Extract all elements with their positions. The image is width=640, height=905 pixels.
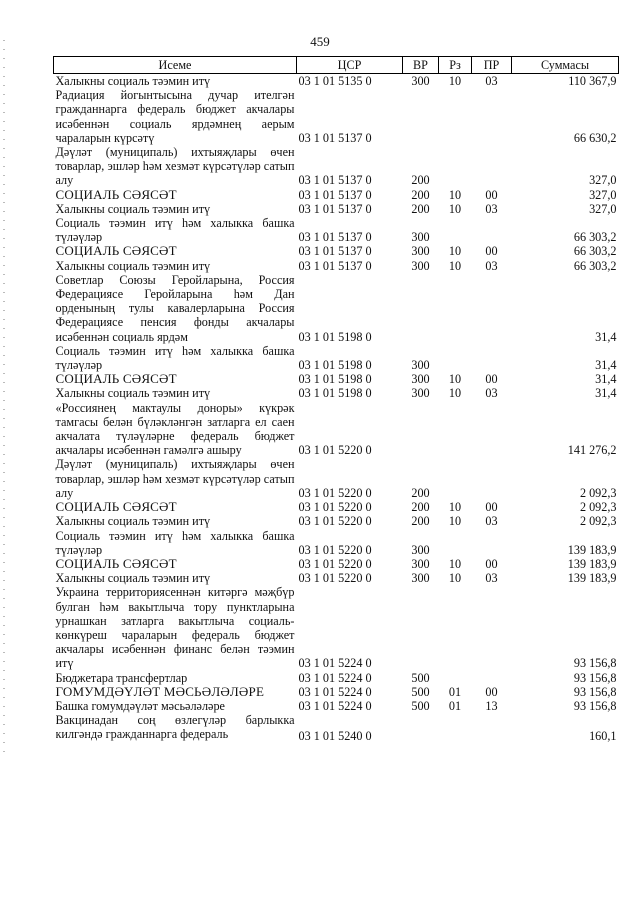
cell-pr: 03: [485, 386, 498, 401]
cell-name: Советлар Союзы Геройларына, Россия Федерациясе Геройларына һәм Дан орденының тулы кавалерларына Россия Федерациясе пенсия фонды акчалары исәбеннән социаль ярдәм: [55, 272, 295, 344]
cell-rz: [439, 344, 472, 372]
cell-pr: [472, 529, 512, 557]
cell-pr: 13: [485, 698, 498, 713]
cell-csr: 03 1 01 5220 0: [298, 571, 372, 586]
cell-rz: 10: [448, 372, 462, 387]
cell-csr: 03 1 01 5224 0: [298, 684, 372, 699]
cell-csr: 03 1 01 5240 0: [298, 728, 372, 743]
cell-rz: [439, 585, 472, 670]
cell-sum: 110 367,9: [568, 74, 617, 88]
table-row: [54, 671, 619, 685]
cell-rz: [439, 145, 472, 188]
table-row: [54, 529, 619, 557]
cell-name: [54, 713, 297, 743]
table-row: [54, 500, 619, 514]
table-row: [54, 202, 619, 216]
cell-sum: 66 303,2: [573, 258, 617, 273]
table-row: [54, 259, 619, 273]
cell-csr: 03 1 01 5137 0: [298, 187, 372, 202]
cell-rz: 10: [448, 244, 462, 259]
cell-vr: 200: [411, 500, 430, 515]
cell-pr: 00: [485, 500, 498, 515]
cell-sum: 93 156,8: [573, 670, 617, 685]
cell-vr: [403, 585, 439, 670]
cell-csr: 03 1 01 5137 0: [298, 130, 372, 145]
cell-rz: 10: [448, 571, 462, 586]
header-csr: ЦСР: [297, 57, 403, 74]
cell-vr: 500: [411, 698, 430, 713]
cell-vr: 200: [411, 201, 430, 216]
cell-csr: 03 1 01 5220 0: [298, 500, 372, 515]
cell-vr: 200: [411, 187, 430, 202]
cell-pr: 03: [485, 201, 498, 216]
cell-rz: 10: [448, 556, 462, 571]
header-pr: ПР: [472, 57, 512, 74]
cell-vr: 300: [411, 372, 430, 387]
cell-rz: [439, 273, 472, 344]
cell-csr: 03 1 01 5198 0: [298, 358, 372, 373]
table-row: [54, 401, 619, 458]
cell-vr: 300: [411, 542, 430, 557]
cell-pr: 03: [485, 571, 498, 586]
cell-csr: 03 1 01 5220 0: [298, 443, 372, 458]
cell-csr: 03 1 01 5137 0: [298, 201, 372, 216]
cell-vr: 200: [411, 514, 430, 529]
cell-sum: 31,4: [595, 329, 617, 344]
table-row: [54, 514, 619, 528]
cell-vr: 300: [411, 74, 430, 88]
cell-vr: 300: [411, 571, 430, 586]
cell-pr: [472, 713, 512, 743]
cell-name: Бюджетара трансфертлар: [55, 670, 188, 685]
cell-name: «Россиянең мактаулы доноры» күкрәк тамгасы белән бүләкләнгән затларга ел саен акчалата түләүләрне федераль бюджет акчалары исәбеннән гамәлгә ашыру: [55, 400, 295, 458]
cell-name: Халыкны социаль тәэмин итү: [55, 74, 211, 88]
cell-rz: [439, 671, 472, 685]
table-row: [54, 88, 619, 145]
cell-rz: [439, 529, 472, 557]
header-name: Исеме: [54, 57, 297, 74]
table-header-row: [54, 57, 619, 74]
header-vr: ВР: [403, 57, 439, 74]
page-number: 459: [310, 34, 330, 49]
cell-sum: 31,4: [595, 372, 617, 387]
cell-rz: 10: [448, 74, 462, 88]
cell-sum: 66 303,2: [573, 244, 617, 259]
cell-sum: 66 630,2: [573, 130, 617, 145]
cell-sum: 2 092,3: [579, 514, 617, 529]
cell-vr: 500: [411, 684, 430, 699]
cell-name: ГОМУМДӘҮЛӘТ МӘСЬӘЛӘЛӘРЕ: [55, 683, 265, 699]
cell-rz: [439, 401, 472, 458]
cell-csr: 03 1 01 5224 0: [298, 656, 372, 671]
cell-csr: 03 1 01 5135 0: [298, 74, 372, 88]
table-row: [54, 188, 619, 202]
cell-csr: 03 1 01 5137 0: [298, 244, 372, 259]
cell-rz: 01: [448, 684, 462, 699]
cell-vr: 300: [411, 386, 430, 401]
cell-sum: 139 183,9: [567, 542, 617, 557]
cell-csr: 03 1 01 5224 0: [298, 670, 372, 685]
cell-sum: 141 276,2: [567, 443, 617, 458]
cell-sum: 139 183,9: [567, 571, 617, 586]
cell-pr: 00: [485, 556, 498, 571]
cell-pr: 03: [485, 74, 498, 88]
cell-name: Социаль тәэмин итү һәм халыкка башка түләүләр: [55, 528, 295, 557]
cell-sum: 93 156,8: [573, 698, 617, 713]
cell-vr: [403, 273, 439, 344]
cell-pr: [472, 273, 512, 344]
cell-pr: [472, 457, 512, 500]
table-row: [54, 685, 619, 699]
cell-sum: 327,0: [589, 201, 617, 216]
cell-sum: 327,0: [589, 187, 617, 202]
cell-pr: [472, 88, 512, 145]
table-row: [54, 713, 619, 743]
cell-csr: 03 1 01 5224 0: [298, 698, 372, 713]
cell-rz: [439, 713, 472, 743]
cell-pr: 03: [485, 258, 498, 273]
cell-csr: 03 1 01 5220 0: [298, 542, 372, 557]
cell-pr: [472, 671, 512, 685]
table-row: [54, 74, 619, 89]
cell-sum: 31,4: [595, 358, 617, 373]
cell-rz: 10: [448, 201, 462, 216]
cell-sum: 139 183,9: [567, 556, 617, 571]
cell-sum: 2 092,3: [579, 485, 617, 500]
cell-pr: [472, 401, 512, 458]
cell-vr: 300: [411, 230, 430, 245]
cell-vr: 300: [411, 258, 430, 273]
cell-sum: 2 092,3: [579, 500, 617, 515]
table-row: [54, 557, 619, 571]
cell-pr: [472, 344, 512, 372]
cell-name: СОЦИАЛЬ СӘЯСӘТ: [55, 555, 177, 571]
cell-name: СОЦИАЛЬ СӘЯСӘТ: [55, 243, 177, 259]
cell-vr: 300: [411, 556, 430, 571]
cell-csr: 03 1 01 5137 0: [298, 230, 372, 245]
table-row: [54, 699, 619, 713]
cell-csr: 03 1 01 5137 0: [298, 173, 372, 188]
cell-csr: 03 1 01 5198 0: [298, 329, 372, 344]
cell-name: Халыкны социаль тәэмин итү: [55, 386, 211, 401]
table-row: [54, 372, 619, 386]
table-row: [54, 216, 619, 244]
cell-sum: 327,0: [589, 173, 617, 188]
cell-name: Украина территориясеннән китәргә мәҗбүр булган һәм вакытлыча тору пунктларына урнашкан затларга вакытлыча социаль-көнкүреш чараларын федераль бюджет акчалары исәбеннән финанс белән тәэмин итү: [55, 585, 295, 671]
cell-sum: 31,4: [595, 386, 617, 401]
cell-pr: 00: [485, 684, 498, 699]
budget-table: [53, 56, 619, 743]
table-row: [54, 244, 619, 258]
cell-rz: 10: [448, 514, 462, 529]
cell-pr: 03: [485, 514, 498, 529]
cell-rz: [439, 457, 472, 500]
header-sum: Суммасы: [512, 57, 619, 74]
cell-pr: 00: [485, 372, 498, 387]
cell-rz: 01: [448, 698, 462, 713]
cell-name: Халыкны социаль тәэмин итү: [55, 571, 211, 586]
table-row: [54, 386, 619, 400]
cell-name: СОЦИАЛЬ СӘЯСӘТ: [55, 186, 177, 202]
cell-sum: 93 156,8: [573, 684, 617, 699]
cell-pr: [472, 216, 512, 244]
cell-rz: 10: [448, 386, 462, 401]
cell-name: Халыкны социаль тәэмин итү: [55, 514, 211, 529]
cell-rz: [439, 216, 472, 244]
cell-vr: [403, 88, 439, 145]
table-row: [54, 344, 619, 372]
cell-name: Социаль тәэмин итү һәм халыкка башка түләүләр: [55, 216, 295, 245]
cell-name: Радиация йогынтысына дучар ителгән гражданнарга федераль бюджет акчалары исәбеннән социаль ярдәмнең аерым чараларын күрсәтү: [55, 88, 295, 145]
cell-vr: [403, 401, 439, 458]
table-row: [54, 585, 619, 670]
cell-vr: 200: [411, 485, 430, 500]
cell-sum: 160,1: [589, 728, 617, 743]
cell-name: Дәүләт (муниципаль) ихтыяҗлары өчен товарлар, эшләр һәм хезмәт күрсәтүләр сатып алу: [55, 457, 295, 500]
cell-sum: 93 156,8: [573, 656, 617, 671]
cell-pr: 00: [485, 244, 498, 259]
cell-vr: [403, 713, 439, 743]
cell-csr: 03 1 01 5198 0: [298, 386, 372, 401]
cell-vr: 300: [411, 244, 430, 259]
header-rz: Рз: [439, 57, 472, 74]
table-row: [54, 571, 619, 585]
cell-rz: [439, 88, 472, 145]
cell-csr: 03 1 01 5220 0: [298, 485, 372, 500]
cell-rz: 10: [448, 187, 462, 202]
cell-name-text: Вакцинадан соң өзлегүләр барлыкка килгәндә гражданнарга федераль: [55, 713, 295, 742]
cell-pr: [472, 585, 512, 670]
cell-csr: 03 1 01 5137 0: [298, 258, 372, 273]
cell-csr: 03 1 01 5198 0: [298, 372, 372, 387]
cell-rz: 10: [448, 258, 462, 273]
table-row: [54, 145, 619, 188]
cell-csr: 03 1 01 5220 0: [298, 556, 372, 571]
cell-pr: [472, 145, 512, 188]
table-row: [54, 273, 619, 344]
cell-vr: 500: [411, 670, 430, 685]
cell-name: Халыкны социаль тәэмин итү: [55, 258, 211, 273]
cell-name: Башка гомумдәүләт мәсьәләләре: [55, 698, 225, 713]
table-row: [54, 457, 619, 500]
cell-name: Дәүләт (муниципаль) ихтыяҗлары өчен товарлар, эшләр һәм хезмәт күрсәтүләр сатып алу: [55, 145, 295, 188]
cell-sum: 66 303,2: [573, 230, 617, 245]
cell-name: Халыкны социаль тәэмин итү: [55, 201, 211, 216]
cell-csr: 03 1 01 5220 0: [298, 514, 372, 529]
cell-pr: 00: [485, 187, 498, 202]
cell-vr: 300: [411, 358, 430, 373]
cell-name: СОЦИАЛЬ СӘЯСӘТ: [55, 499, 177, 515]
cell-vr: 200: [411, 173, 430, 188]
cell-name: Социаль тәэмин итү һәм халыкка башка түләүләр: [55, 343, 295, 373]
cell-rz: 10: [448, 500, 462, 515]
cell-name: СОЦИАЛЬ СӘЯСӘТ: [55, 371, 177, 387]
margin-dots: [3, 40, 5, 760]
